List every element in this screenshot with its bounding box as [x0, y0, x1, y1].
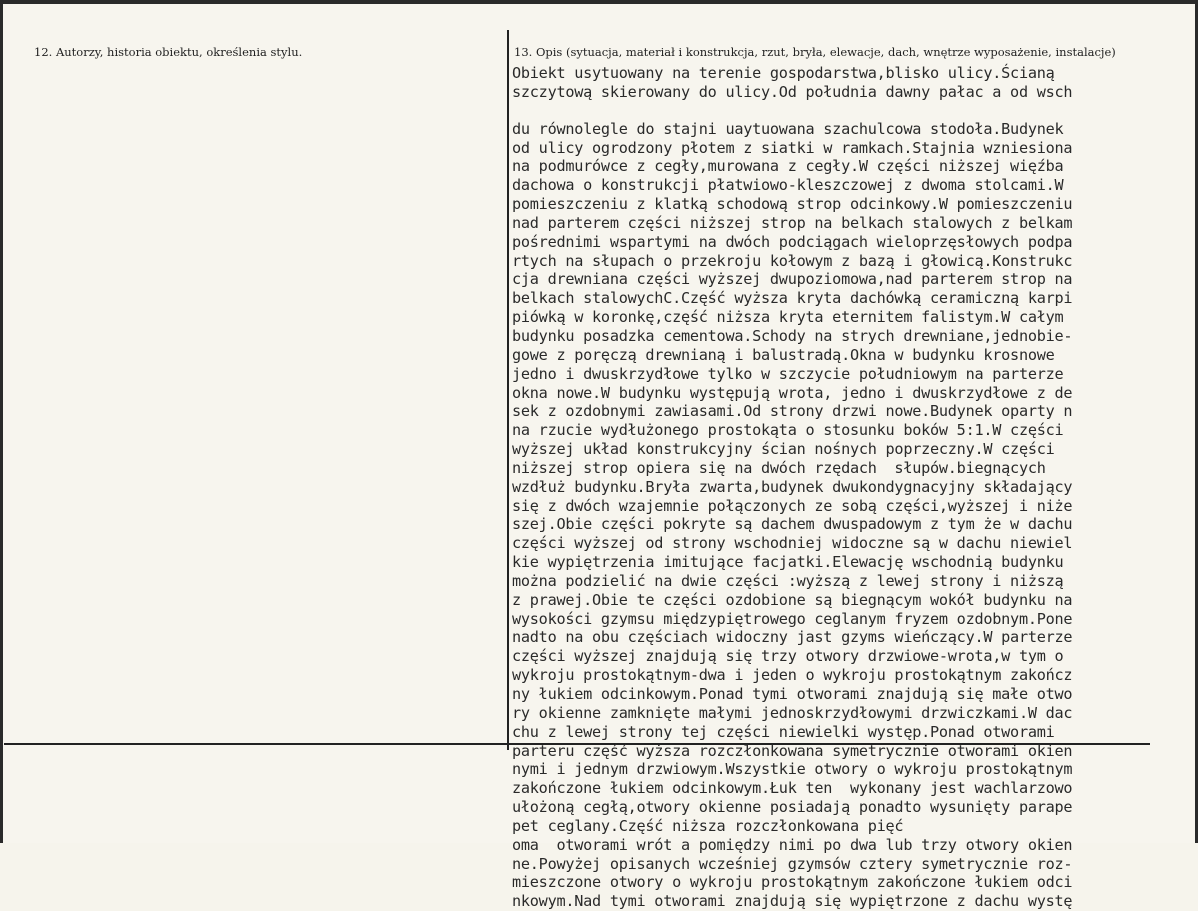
text-line: szczytową skierowany do ulicy.Od południa dawny pałac a od wsch [512, 82, 1073, 101]
text-line: mieszczone otwory o wykroju prostokątnym zakończone łukiem odci [512, 873, 1073, 892]
scan-top-border [0, 0, 1198, 4]
text-line: cja drewniana części wyższej dwupoziomowa,nad parterem strop na [512, 270, 1073, 289]
section-13-heading: 13. Opis (sytuacja, materiał i konstrukcja, rzut, bryła, elewacje, dach, wnętrze wyposażenie, instalacje) [514, 45, 1116, 59]
text-line: wzdłuż budynku.Bryła zwarta,budynek dwukondygnacyjny składający [512, 477, 1073, 496]
text-line: na rzucie wydłużonego prostokąta o stosunku boków 5:1.W części [512, 421, 1064, 440]
text-line: szej.Obie części pokryte są dachem dwuspadowym z tym że w dachu [512, 515, 1073, 534]
text-line: parteru część wyższa rozczłonkowana symetrycznie otworami okien [512, 741, 1073, 760]
text-line: Obiekt usytuowany na terenie gospodarstwa,blisko ulicy.Ścianą [512, 64, 1055, 82]
text-line: ne.Powyżej opisanych wcześniej gzymsów cztery symetrycznie roz- [512, 854, 1073, 873]
text-line: wyższej układ konstrukcyjny ścian nośnych poprzeczny.W części [512, 440, 1055, 459]
line-gap [512, 102, 1072, 120]
text-line: ny łukiem odcinkowym.Ponad tymi otworami znajdują się małe otwo [512, 685, 1073, 703]
text-line: wykroju prostokątnym-dwa i jeden o wykroju prostokątnym zakończ [512, 666, 1073, 685]
text-line: pet ceglany.Część niższa rozczłonkowana pięć [512, 816, 904, 835]
text-line: pomieszczeniu z klatką schodową strop odcinkowy.W pomieszczeniu [512, 195, 1073, 214]
text-line: od ulicy ogrodzony płotem z siatki w ramkach.Stajnia wzniesiona [512, 138, 1073, 157]
description-text [512, 64, 1072, 911]
column-divider [507, 30, 509, 750]
text-line: ry okienne zamknięte małymi jednoskrzydłowymi drzwiczkami.W dac [512, 703, 1073, 722]
text-line: nadto na obu częściach widoczny jast gzyms wieńczący.W parterze [512, 628, 1073, 647]
text-line: niższej strop opiera się na dwóch rzędach słupów.biegnących [512, 458, 1046, 477]
text-line: nymi i jednym drzwiowym.Wszystkie otwory o wykroju prostokątnym [512, 760, 1073, 779]
text-line: du równolegle do stajni uaytuowana szachulcowa stodoła.Budynek [512, 119, 1064, 138]
text-line: oma otworami wrót a pomiędzy nimi po dwa lub trzy otwory okien [512, 835, 1073, 854]
text-line: budynku posadzka cementowa.Schody na strych drewniane,jednobie- [512, 326, 1073, 345]
text-line: jedno i dwuskrzydłowe tylko w szczycie południowym na parterze [512, 364, 1064, 383]
section-12-heading: 12. Autorzy, historia obiektu, określenia stylu. [34, 45, 303, 59]
text-line: piówką w koronkę,część niższa kryta eternitem falistym.W całym [512, 308, 1064, 327]
text-line: pośrednimi wspartymi na dwóch podciągach wieloprzęsłowych podpa [512, 232, 1073, 251]
text-line: można podzielić na dwie części :wyższą z lewej strony i niższą [512, 571, 1064, 590]
text-line: chu z lewej strony tej części niewielki występ.Ponad otworami [512, 722, 1055, 741]
text-line: kie wypiętrzenia imitujące facjatki.Elewację wschodnią budynku [512, 553, 1064, 572]
text-line: gowe z poręczą drewnianą i balustradą.Okna w budynku krosnowe [512, 345, 1055, 364]
text-line: dachowa o konstrukcji płatwiowo-kleszczowej z dwoma stolcami.W [512, 176, 1064, 195]
text-line: wysokości gzymsu międzypiętrowego ceglanym fryzem ozdobnym.Pone [512, 609, 1073, 628]
text-line: belkach stalowychC.Część wyższa kryta dachówką ceramiczną karpi [512, 289, 1073, 308]
text-line: części wyższej znajdują się trzy otwory drzwiowe-wrota,w tym o [512, 647, 1064, 666]
text-line: nkowym.Nad tymi otworami znajdują się wypiętrzone z dachu wystę [512, 892, 1073, 911]
scan-left-border [0, 0, 3, 843]
text-line: okna nowe.W budynku występują wrota, jedno i dwuskrzydłowe z de [512, 383, 1073, 402]
text-line: nad parterem części niższej strop na belkach stalowych z belkam [512, 213, 1073, 232]
text-line: na podmurówce z cegły,murowana z cegły.W części niższej więźba [512, 157, 1064, 176]
text-line: ułożoną cegłą,otwory okienne posiadają ponadto wysunięty parape [512, 798, 1073, 817]
text-line: sek z ozdobnymi zawiasami.Od strony drzwi nowe.Budynek oparty n [512, 402, 1073, 421]
text-line: zakończone łukiem odcinkowym.Łuk ten wykonany jest wachlarzowo [512, 779, 1073, 798]
text-line: się z dwóch wzajemnie połączonych ze sobą części,wyższej i niże [512, 496, 1073, 515]
text-line: z prawej.Obie te części ozdobione są biegnącym wokół budynku na [512, 590, 1073, 609]
text-line: części wyższej od strony wschodniej widoczne są w dachu niewiel [512, 534, 1073, 553]
text-line: rtych na słupach o przekroju kołowym z bazą i głowicą.Konstrukc [512, 251, 1073, 270]
